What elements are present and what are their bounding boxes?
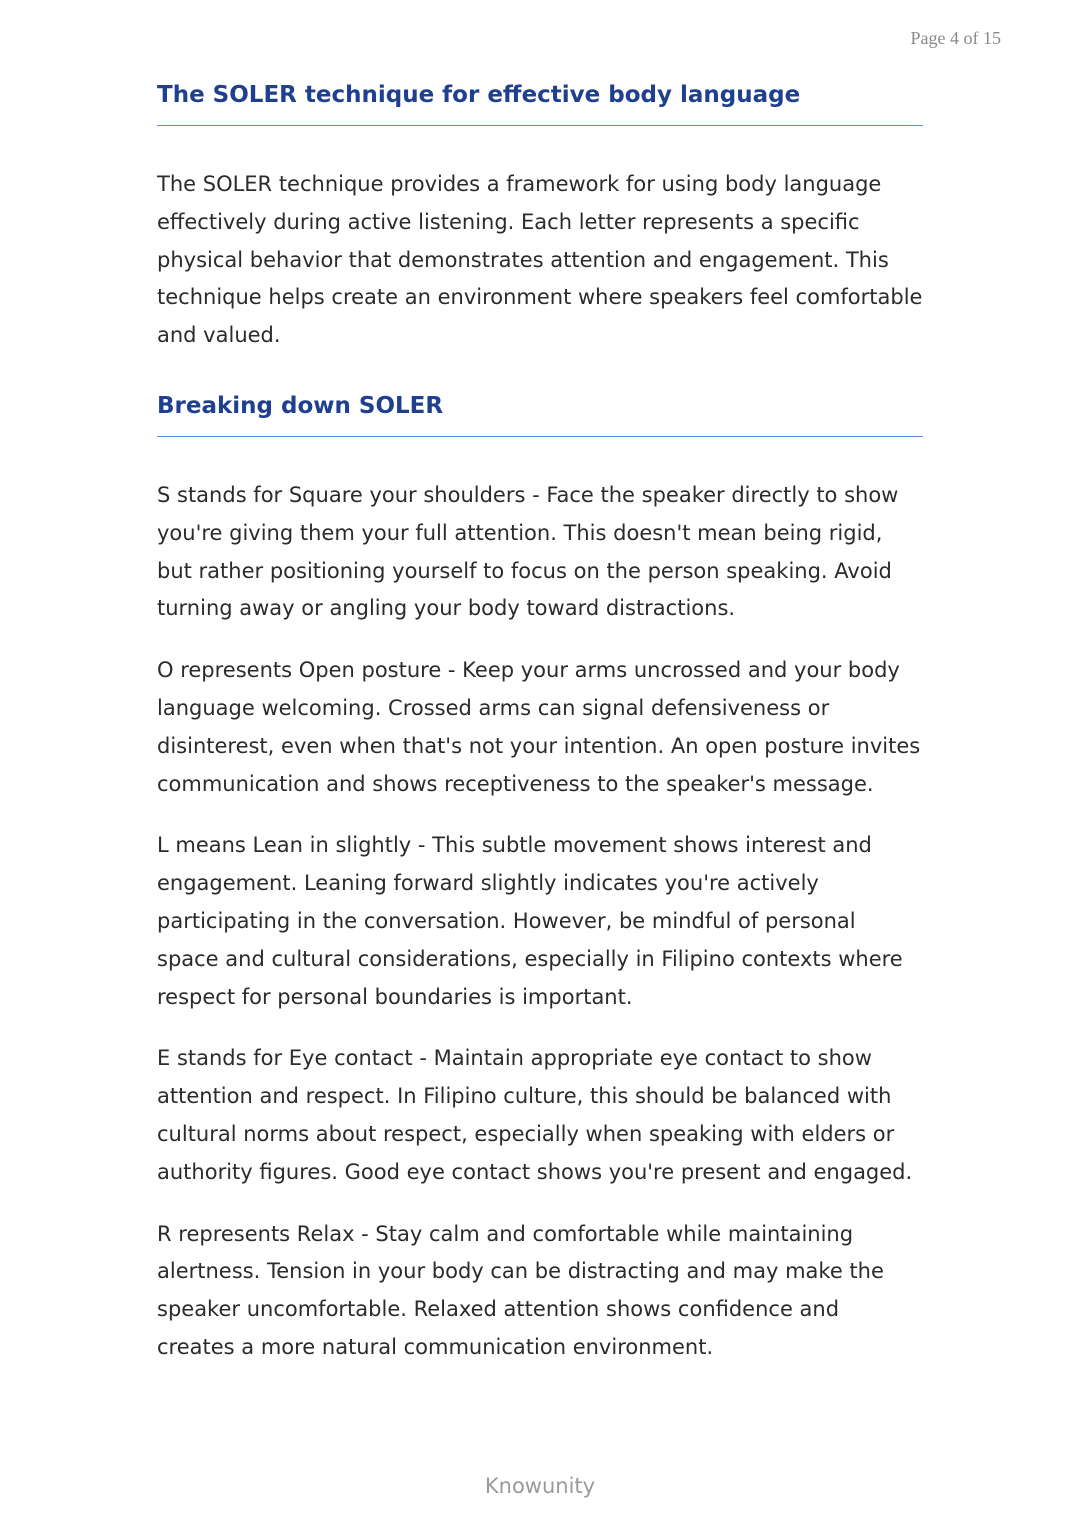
soler-item-eye-contact: E stands for Eye contact - Maintain appropriate eye contact to show attention and respect. In Filipino culture, this should be balanced with cultural norms about respect, especially when speaking with elders or authority figures. Good eye contact shows you're present and engaged. xyxy=(157,1046,913,1184)
page-number: Page 4 of 15 xyxy=(910,28,1001,48)
soler-item-open-posture: O represents Open posture - Keep your arms uncrossed and your body language welcoming. Crossed arms can signal defensiveness or disinterest, even when that's not your intention. An open posture invites communication and shows receptiveness to the speaker's message. xyxy=(157,658,921,796)
soler-item-relax: R represents Relax - Stay calm and comfortable while maintaining alertness. Tension in your body can be distracting and may make the speaker uncomfortable. Relaxed attention shows confidence and creates a more natural communication environment. xyxy=(157,1221,884,1359)
footer-brand: Knowunity xyxy=(484,1474,596,1498)
section-title-breaking-down-soler: Breaking down SOLER xyxy=(157,389,923,437)
document-content xyxy=(157,78,923,1367)
soler-item-lean-in: L means Lean in slightly - This subtle movement shows interest and engagement. Leaning forward slightly indicates you're actively participating in the conversation. However, be mindful of personal space and cultural considerations, especially in Filipino contexts where respect for personal boundaries is important. xyxy=(157,833,903,1009)
soler-item-square-shoulders: S stands for Square your shoulders - Face the speaker directly to show you're giving them your full attention. This doesn't mean being rigid, but rather positioning yourself to focus on the person speaking. Avoid turning away or angling your body toward distractions. xyxy=(157,482,899,621)
section-title-soler-technique: The SOLER technique for effective body language xyxy=(157,78,923,126)
intro-paragraph: The SOLER technique provides a framework for using body language effectively during active listening. Each letter represents a specific physical behavior that demonstrates attention and engagement. This technique helps create an environment where speakers feel comfortable and valued. xyxy=(157,172,923,348)
